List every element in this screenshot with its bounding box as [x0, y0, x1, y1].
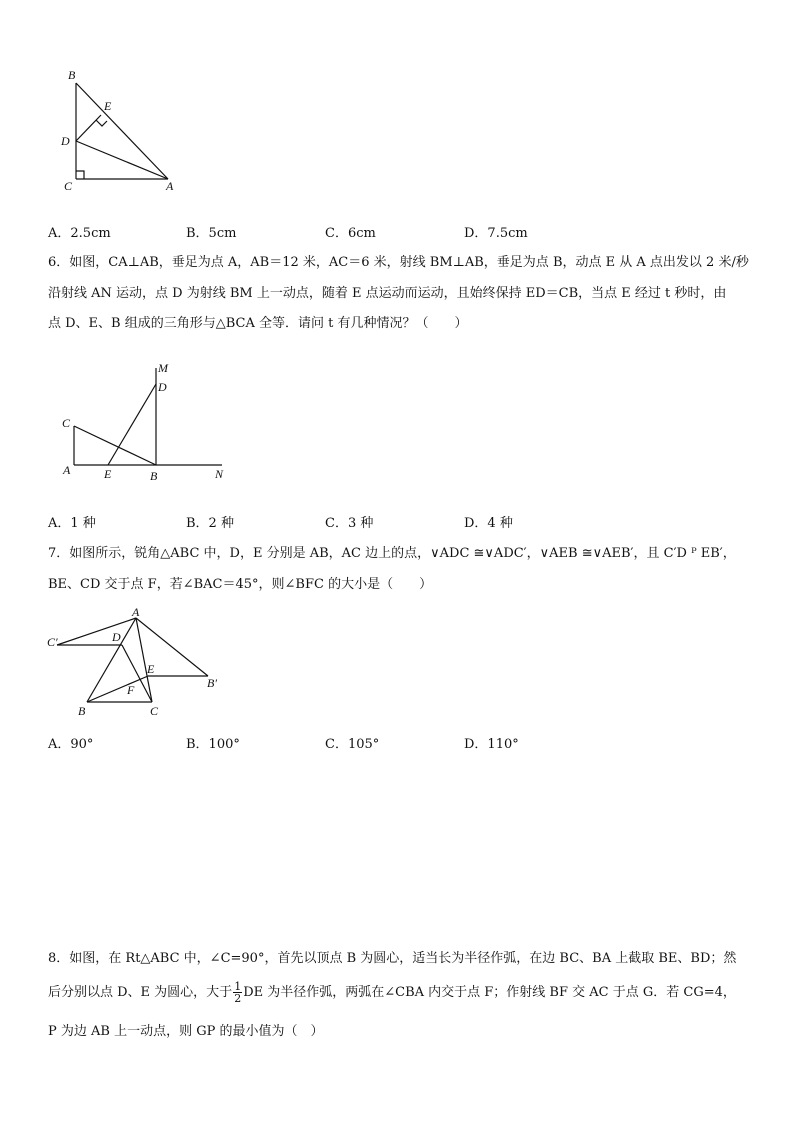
- q5-option-b[interactable]: B．5cm: [186, 226, 237, 241]
- q6-label-c: C: [62, 416, 71, 430]
- q6-option-c[interactable]: C．3 种: [325, 516, 374, 531]
- q8-text-line-3: P 为边 AB 上一动点，则 GP 的最小值为（ ）: [48, 1024, 324, 1039]
- q7-label-a: A: [132, 605, 140, 619]
- q6-segment-cb: [74, 426, 156, 465]
- q7-option-d[interactable]: D．110°: [464, 737, 519, 752]
- q6-label-d: D: [158, 380, 167, 394]
- q6-label-a: A: [63, 463, 71, 477]
- q5-segment-da: [76, 141, 168, 179]
- q7-label-d: D: [112, 630, 121, 644]
- q6-text-line-3: 点 D、E、B 组成的三角形与△BCA 全等．请问 t 有几种情况？（ ）: [48, 316, 468, 331]
- q8-fraction-numerator: 1: [234, 980, 242, 993]
- q7-segment-ac-prime: [57, 618, 136, 645]
- q5-label-b: B: [68, 68, 76, 82]
- q6-option-d[interactable]: D．4 种: [464, 516, 513, 531]
- q6-label-n: N: [215, 467, 224, 481]
- q6-text-line-1: 6．如图，CA⊥AB，垂足为点 A，AB＝12 米，AC＝6 米，射线 BM⊥AB，垂足为点 B，动点 E 从 A 点出发以 2 米/秒: [48, 255, 749, 270]
- q6-text-line-2: 沿射线 AN 运动，点 D 为射线 BM 上一动点，随着 E 点运动而运动，且始终保持 ED＝CB，当点 E 经过 t 秒时，由: [48, 286, 727, 301]
- q6-label-e: E: [104, 467, 112, 481]
- q7-label-b-prime: B′: [207, 676, 217, 690]
- q5-option-d[interactable]: D．7.5cm: [464, 226, 528, 241]
- q8-text-line-2: [48, 980, 736, 1006]
- q7-text-line-2: BE、CD 交于点 F，若∠BAC＝45°，则∠BFC 的大小是（ ）: [48, 577, 433, 592]
- q7-label-c-prime: C′: [47, 635, 58, 649]
- q6-label-m: M: [158, 361, 168, 375]
- q6-segment-ed: [108, 384, 156, 465]
- q7-label-c: C: [150, 704, 159, 718]
- q8-fraction-denominator: 2: [234, 992, 242, 1005]
- q5-label-d: D: [61, 134, 70, 148]
- q6-option-a[interactable]: A．1 种: [48, 516, 96, 531]
- q7-segment-be: [87, 676, 148, 702]
- q8-text-line-2-part-b: DE 为半径作弧，两弧在∠CBA 内交于点 F；作射线 BF 交 AC 于点 G．若 CG=4，: [243, 985, 736, 1000]
- q5-option-a[interactable]: A．2.5cm: [48, 226, 111, 241]
- q8-text-line-1: 8．如图，在 Rt△ABC 中，∠C=90°，首先以顶点 B 为圆心，适当长为半径作弧，在边 BC、BA 上截取 BE、BD；然: [48, 951, 737, 966]
- q5-segment-ba: [76, 83, 168, 179]
- q5-segment-de: [76, 115, 101, 141]
- q6-option-b[interactable]: B．2 种: [186, 516, 234, 531]
- q8-fraction-half: [233, 981, 242, 1004]
- q7-label-b: B: [78, 704, 86, 718]
- q7-figure: [44, 604, 234, 724]
- q7-option-b[interactable]: B．100°: [186, 737, 240, 752]
- q6-label-b: B: [150, 469, 158, 483]
- q5-option-c[interactable]: C．6cm: [325, 226, 376, 241]
- q5-label-e: E: [104, 99, 112, 113]
- q7-option-c[interactable]: C．105°: [325, 737, 380, 752]
- q5-right-angle-e: [96, 120, 107, 126]
- q7-label-e: E: [147, 662, 155, 676]
- q7-option-a[interactable]: A．90°: [48, 737, 94, 752]
- q8-text-line-2-part-a: 后分别以点 D、E 为圆心，大于: [48, 985, 233, 1000]
- q7-label-f: F: [127, 683, 135, 697]
- q6-figure: [56, 358, 236, 488]
- q7-segment-ac: [136, 618, 152, 702]
- q5-figure: [56, 64, 186, 194]
- q5-label-c: C: [64, 179, 73, 193]
- q5-label-a: A: [166, 179, 174, 193]
- q7-text-line-1: 7．如图所示，锐角△ABC 中，D，E 分别是 AB，AC 边上的点，∨ADC ≅∨ADC′，∨AEB ≅∨AEB′，且 C′D ᴾ EB′，: [48, 546, 736, 561]
- q5-right-angle-c: [76, 171, 84, 179]
